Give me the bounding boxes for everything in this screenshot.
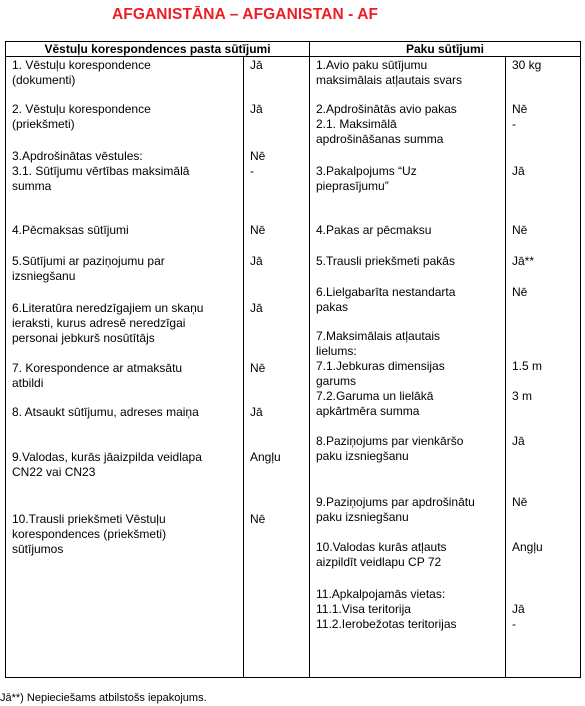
parcels-item-2-value: - <box>512 117 516 131</box>
parcels-item-3-label-line: 3.Pakalpojums “Uz <box>316 164 417 178</box>
parcels-item-7-label-line: 7.Maksimālais atļautais <box>316 329 441 343</box>
letters-item-6-label-line: 6.Literatūra neredzīgajiem un skaņu <box>12 301 204 315</box>
parcels-item-6-label-line: 6.Lielgabarīta nestandarta <box>316 285 456 299</box>
letters-item-10-value: Nē <box>250 512 266 526</box>
letters-item-8-label-line: 8. Atsaukt sūtījumu, adreses maiņa <box>12 405 199 419</box>
parcels-item-8-value: Jā <box>512 434 525 448</box>
letters-item-4-label-line: 4.Pēcmaksas sūtījumi <box>12 223 129 237</box>
parcels-item-10-label-line: 10.Valodas kurās atļauts <box>316 540 447 554</box>
parcels-item-9-label-line: paku izsniegšanu <box>316 510 409 524</box>
parcels-item-2-value: Nē <box>512 102 528 116</box>
footnote: Jā**) Nepieciešams atbilstošs iepakojums. <box>0 692 207 704</box>
parcels-item-11-value: - <box>512 617 516 631</box>
parcels-item-6-value: Nē <box>512 285 528 299</box>
parcels-item-10-label-line: aizpildīt veidlapu CP 72 <box>316 555 442 569</box>
letters-item-10-label-line: 10.Trausli priekšmeti Vēstuļu <box>12 512 166 526</box>
parcels-item-3-label-line: pieprasījumu” <box>316 179 389 193</box>
letters-item-5-value: Jā <box>250 254 263 268</box>
parcels-item-3-value: Jā <box>512 164 525 178</box>
letters-item-10-label-line: sūtījumos <box>12 542 64 556</box>
parcels-values-column <box>506 57 580 677</box>
letters-item-3-label-line: 3.Apdrošinātas vēstules: <box>12 149 143 163</box>
parcels-item-7-label-line: apkārtmēra summa <box>316 404 420 418</box>
letters-header: Vēstuļu korespondences pasta sūtījumi <box>6 42 310 57</box>
parcels-item-7-label-line: 7.2.Garuma un lielākā <box>316 389 434 403</box>
parcels-item-7-label-line: garums <box>316 374 357 388</box>
letters-item-3-value: - <box>250 164 254 178</box>
parcels-item-8-label-line: 8.Paziņojums par vienkāršo <box>316 434 464 448</box>
parcels-item-2-label-line: apdrošināšanas summa <box>316 132 444 146</box>
parcels-item-2-label-line: 2.Apdrošinātās avio pakas <box>316 102 457 116</box>
parcels-item-1-label-line: maksimālais atļautais svars <box>316 73 463 87</box>
letters-item-7-label-line: atbildi <box>12 376 44 390</box>
parcels-item-2-label-line: 2.1. Maksimālā <box>316 117 397 131</box>
parcels-item-11-label-line: 11.2.Ierobežotas teritorijas <box>316 617 457 631</box>
parcels-item-4-value: Nē <box>512 223 528 237</box>
letters-item-1-label-line: (dokumenti) <box>12 73 76 87</box>
letters-item-3-value: Nē <box>250 149 266 163</box>
letters-item-5-label-line: 5.Sūtījumi ar paziņojumu par <box>12 254 165 268</box>
parcels-item-9-label-line: 9.Paziņojums par apdrošinātu <box>316 495 475 509</box>
parcels-item-6-label-line: pakas <box>316 300 349 314</box>
letters-item-6-label-line: personai jebkurš nosūtītājs <box>12 331 155 345</box>
letters-item-6-value: Jā <box>250 301 263 315</box>
parcels-item-11-label-line: 11.Apkalpojamās vietas: <box>316 587 446 601</box>
letters-item-10-label-line: korespondences (priekšmeti) <box>12 527 167 541</box>
page-title: AFGANISTĀNA – AFGANISTAN - AF <box>112 6 379 23</box>
parcels-labels-column <box>310 57 505 677</box>
parcels-item-10-value: Angļu <box>512 540 543 554</box>
letters-item-9-value: Angļu <box>250 450 281 464</box>
parcels-item-7-value: 3 m <box>512 389 533 403</box>
parcels-item-11-value: Jā <box>512 602 525 616</box>
letters-item-7-value: Nē <box>250 361 266 375</box>
letters-item-8-value: Jā <box>250 405 263 419</box>
parcels-item-5-label-line: 5.Trausli priekšmeti pakās <box>316 254 455 268</box>
letters-item-1-label-line: 1. Vēstuļu korespondence <box>12 58 151 72</box>
letters-item-7-label-line: 7. Korespondence ar atmaksātu <box>12 361 183 375</box>
letters-item-9-label-line: CN22 vai CN23 <box>12 465 96 479</box>
parcels-item-8-label-line: paku izsniegšanu <box>316 449 409 463</box>
letters-labels-column <box>6 57 243 677</box>
parcels-item-1-value: 30 kg <box>512 58 542 72</box>
letters-item-4-value: Nē <box>250 223 266 237</box>
letters-item-3-label-line: summa <box>12 179 52 193</box>
parcels-item-5-value: Jā** <box>512 254 535 268</box>
letters-item-2-value: Jā <box>250 102 263 116</box>
letters-values-column <box>244 57 309 677</box>
letters-item-3-label-line: 3.1. Sūtījumu vērtības maksimālā <box>12 164 190 178</box>
parcels-item-11-label-line: 11.1.Visa teritorija <box>316 602 411 616</box>
parcels-item-4-label-line: 4.Pakas ar pēcmaksu <box>316 223 432 237</box>
letters-item-6-label-line: ieraksti, kurus adresē neredzīgai <box>12 316 186 330</box>
parcels-header: Paku sūtījumi <box>310 42 581 57</box>
parcels-item-7-label-line: lielums: <box>316 344 357 358</box>
letters-item-5-label-line: izsniegšanu <box>12 269 76 283</box>
letters-item-2-label-line: 2. Vēstuļu korespondence <box>12 102 151 116</box>
letters-item-2-label-line: (priekšmeti) <box>12 117 75 131</box>
parcels-item-1-label-line: 1.Avio paku sūtījumu <box>316 58 428 72</box>
parcels-item-7-label-line: 7.1.Jebkuras dimensijas <box>316 359 445 373</box>
letters-item-9-label-line: 9.Valodas, kurās jāaizpilda veidlapa <box>12 450 202 464</box>
parcels-item-9-value: Nē <box>512 495 528 509</box>
letters-item-1-value: Jā <box>250 58 263 72</box>
services-table <box>5 41 581 678</box>
parcels-item-7-value: 1.5 m <box>512 359 543 373</box>
